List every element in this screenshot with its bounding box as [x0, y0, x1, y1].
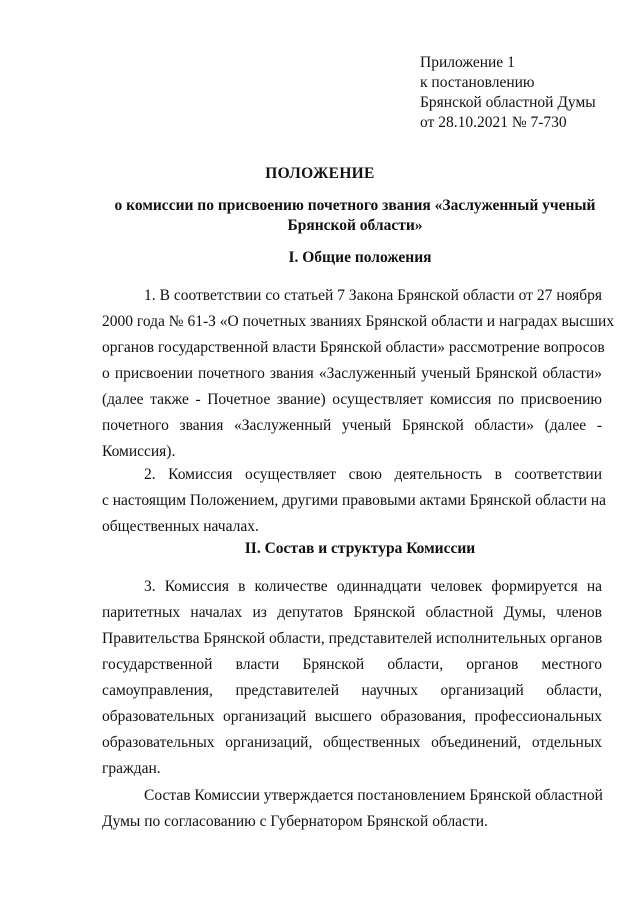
document-title: ПОЛОЖЕНИЕ — [265, 165, 375, 182]
paragraph-1 — [102, 283, 615, 465]
text-line: почетного звания «Заслуженный ученый Брянской области» (далее - — [102, 417, 602, 434]
text-line: 2000 года № 61-З «О почетных званиях Брянской области и наградах высших — [102, 313, 615, 330]
text-line: образовательных организаций, общественных объединений, отдельных — [102, 734, 602, 751]
text-line: 2. Комиссия осуществляет свою деятельность в соответствии — [144, 466, 602, 483]
text-line: образовательных организаций высшего образования, профессиональных — [102, 708, 602, 725]
text-line: Правительства Брянской области, представителей исполнительных органов — [102, 630, 603, 647]
appendix-line: от 28.10.2021 № 7-730 — [420, 114, 567, 131]
text-line: 3. Комиссия в количестве одиннадцати человек формируется на — [144, 578, 602, 595]
appendix-line: к постановлению — [420, 74, 535, 91]
appendix-line: Приложение 1 — [420, 54, 515, 71]
appendix-block — [420, 53, 596, 133]
text-line: о присвоении почетного звания «Заслуженный ученый Брянской области» — [102, 365, 602, 382]
text-line: 1. В соответствии со статьей 7 Закона Брянской области от 27 ноября — [144, 287, 602, 304]
appendix-line: Брянской областной Думы — [420, 94, 596, 111]
subtitle-line: о комиссии по присвоению почетного звания «Заслуженный ученый — [114, 197, 596, 214]
text-line: паритетных началах из депутатов Брянской областной Думы, членов — [102, 604, 602, 621]
text-line: общественных началах. — [102, 518, 259, 535]
text-line: органов государственной власти Брянской области» рассмотрение вопросов — [102, 339, 605, 356]
paragraph-2 — [102, 462, 607, 540]
text-line: Комиссия). — [102, 443, 176, 460]
text-line: Думы по согласованию с Губернатором Брянской области. — [102, 813, 488, 830]
text-line: граждан. — [102, 760, 161, 777]
subtitle-line: Брянской области» — [287, 217, 423, 234]
text-line: (далее также - Почетное звание) осуществляет комиссия по присвоению — [102, 391, 602, 408]
section-heading-composition: II. Состав и структура Комиссии — [244, 540, 476, 557]
paragraph-4 — [102, 783, 602, 835]
text-line: самоуправления, представителей научных организаций области, — [102, 682, 602, 699]
text-line: с настоящим Положением, другими правовыми актами Брянской области на — [102, 492, 607, 509]
section-heading-general: I. Общие положения — [288, 249, 432, 266]
text-line: государственной власти Брянской области, органов местного — [102, 656, 602, 673]
document-subtitle — [110, 196, 600, 236]
text-line: Состав Комиссии утверждается постановлением Брянской областной — [144, 787, 603, 804]
paragraph-3 — [102, 574, 602, 782]
